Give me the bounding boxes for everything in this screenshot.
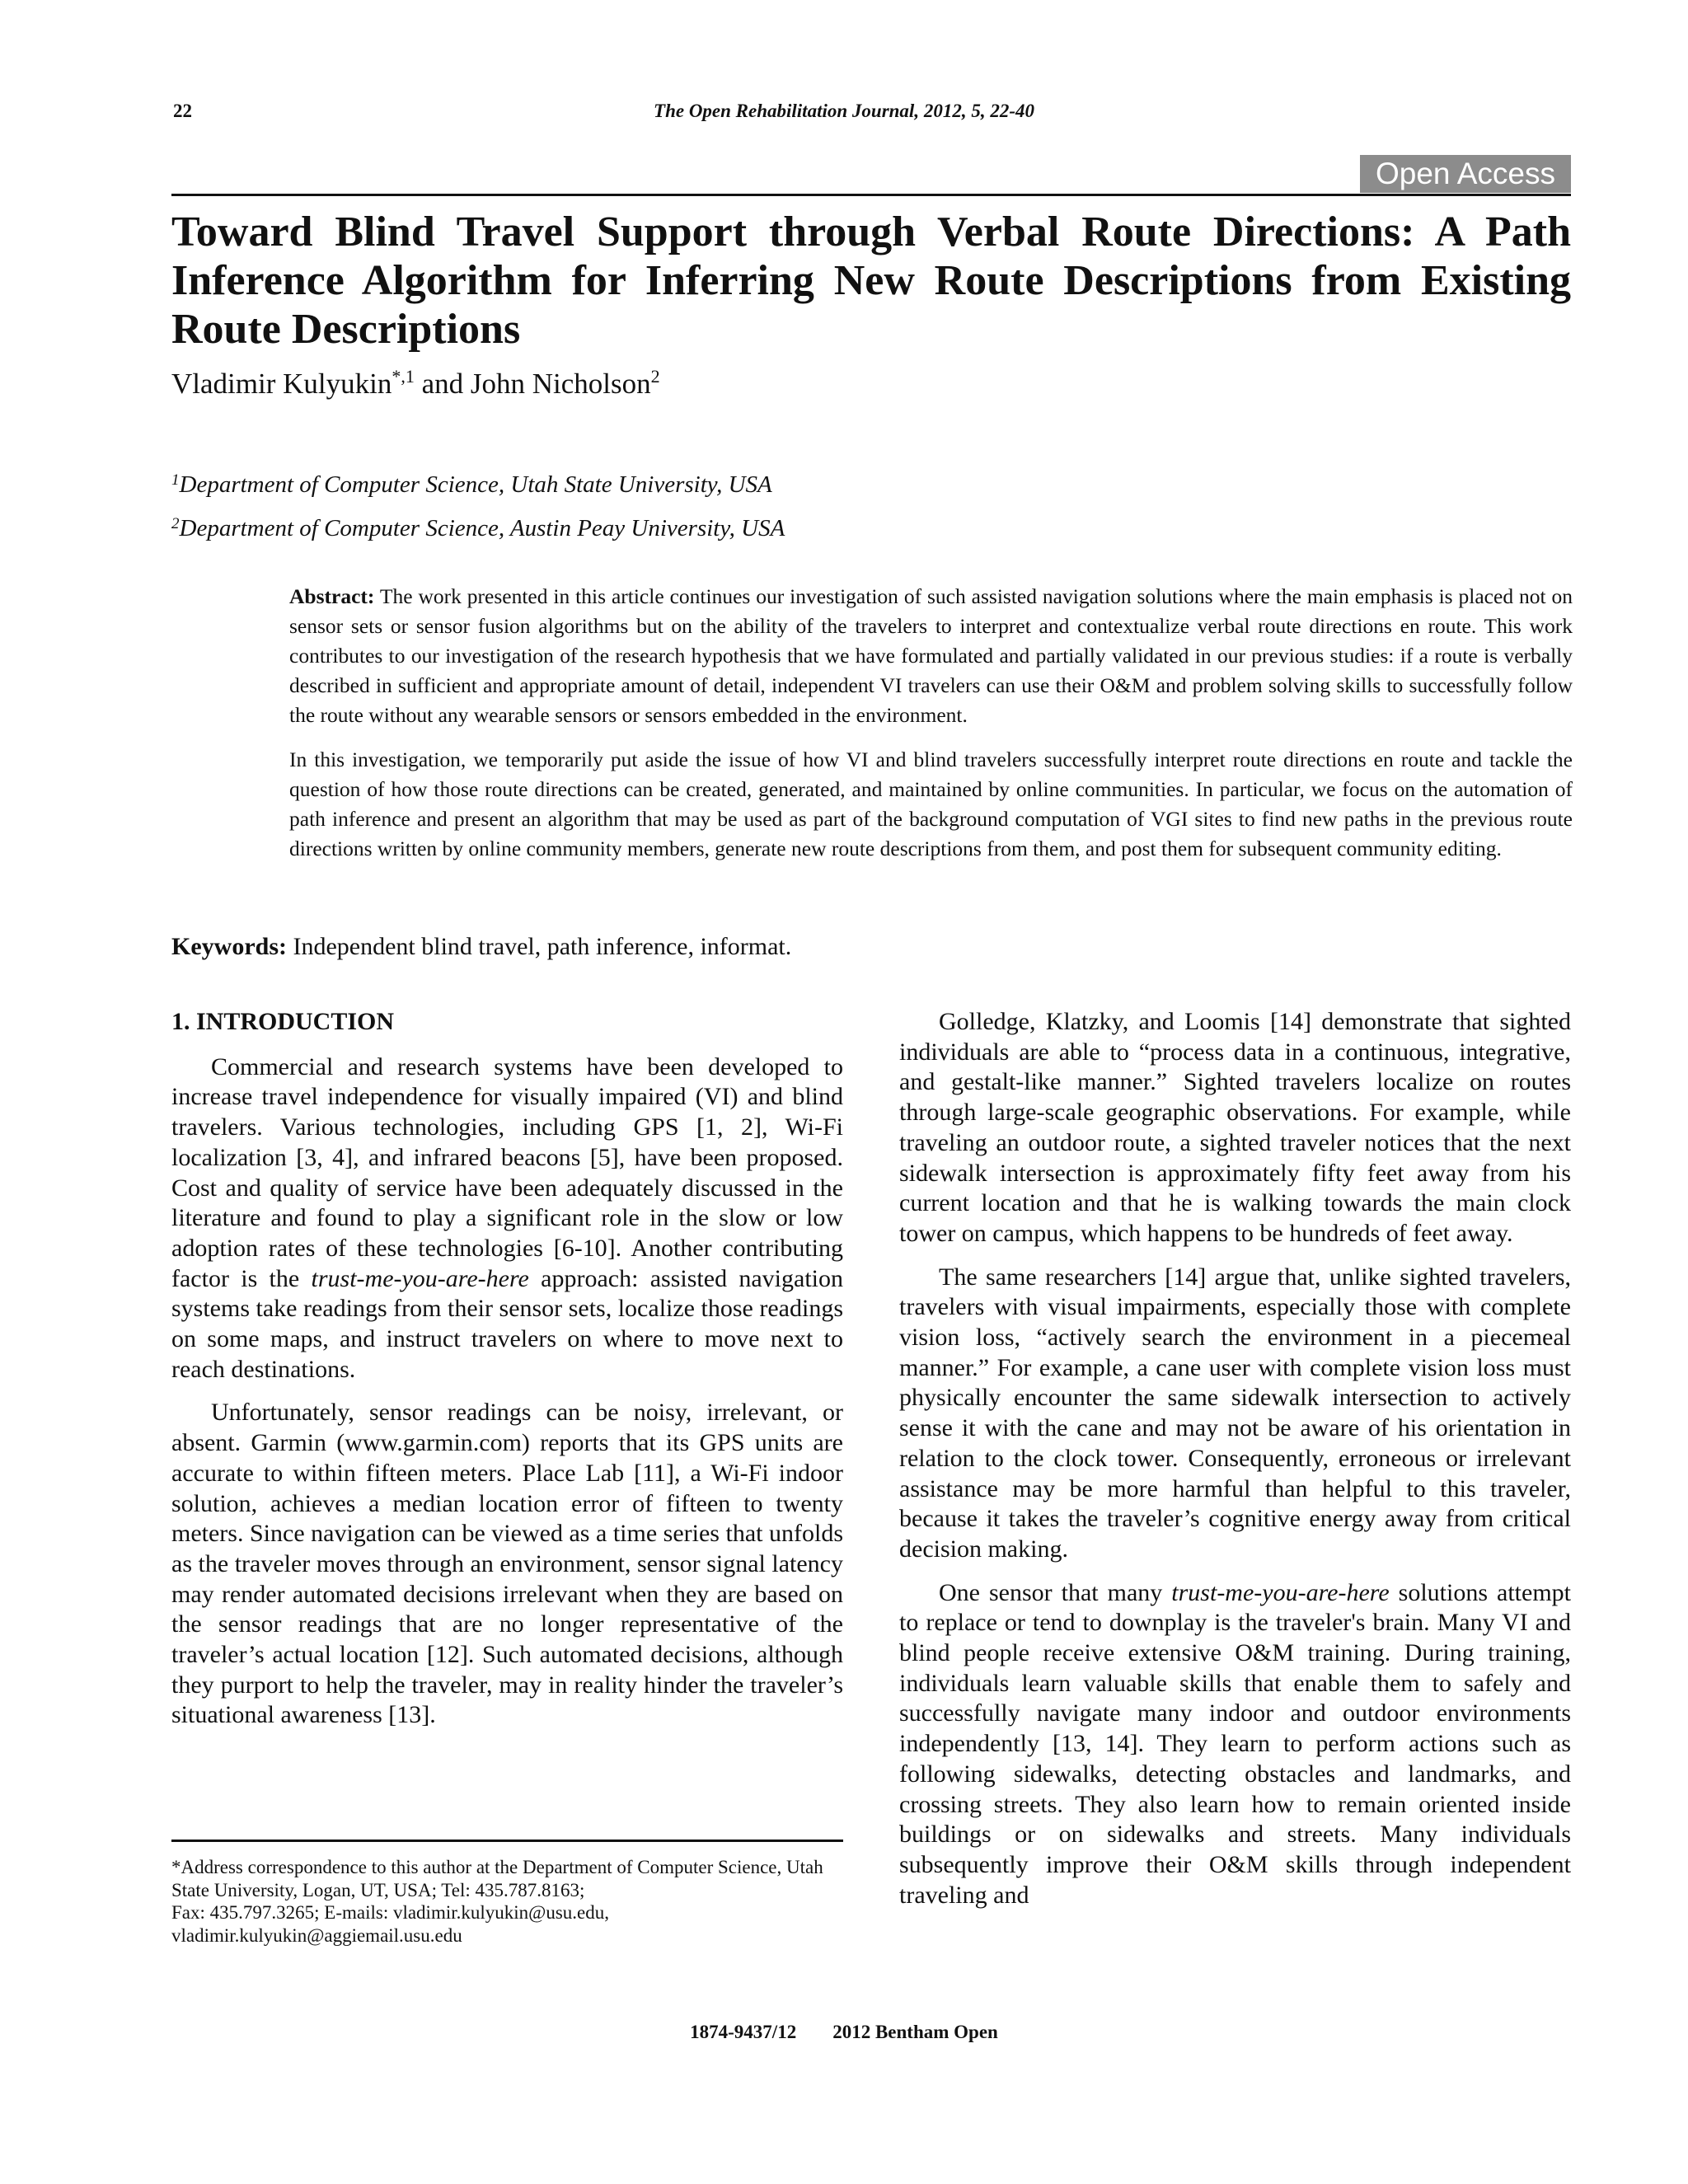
header-divider: [171, 194, 1571, 196]
body-text: One sensor that many: [939, 1578, 1172, 1606]
body-paragraph: Golledge, Klatzky, and Loomis [14] demonstrate that sighted individuals are able to “process data in a continuous, integrative, and gestalt-like manner.” Sighted travelers localize on routes through large-scale geographic observations. For example, while traveling an outdoor route, a sighted traveler notices that the next sidewalk intersection is approximately fifty feet away from his current location and that he is walking towards the main clock tower on campus, which happens to be hundreds of feet away.: [899, 1008, 1571, 1247]
section-heading: 1. INTRODUCTION: [171, 1008, 395, 1035]
footnote-line: Fax: 435.797.3265; E-mails: vladimir.kulyukin@usu.edu,: [171, 1902, 609, 1923]
emphasis-text: trust-me-you-are-here: [311, 1264, 529, 1292]
body-paragraph: Unfortunately, sensor readings can be noisy, irrelevant, or absent. Garmin (www.garmin.com) reports that its GPS units are accurate to within fifteen meters. Place Lab [11], a Wi-Fi indoor solution, achieves a median location error of fifteen to twenty meters. Since navigation can be viewed as a time series that unfolds as the traveler moves through an environment, sensor signal latency may render automated decisions irrelevant when they are based on the sensor readings that are no longer representative of the traveler’s actual location [12]. Such automated decisions, although they purport to help the traveler, may in reality hinder the traveler’s situational awareness [13].: [171, 1399, 843, 1729]
body-paragraph: [171, 1052, 843, 1385]
issn: 1874-9437/12: [690, 2022, 797, 2042]
affiliation-marker: 1: [171, 471, 180, 489]
keywords-text: Independent blind travel, path inference, informat.: [293, 933, 792, 960]
footnote-line: *Address correspondence to this author at the Department of Computer Science, Utah State University, Logan, UT, USA; Tel: 435.787.8163;: [171, 1857, 823, 1900]
affiliation: [171, 515, 785, 542]
body-text: approach: assisted navigation systems take readings from their sensor sets, localize those readings on some maps, and instruct travelers on where to move next to reach destinations.: [171, 1264, 844, 1383]
abstract-text: The work presented in this article continues our investigation of such assisted navigation solutions where the main emphasis is placed not on sensor sets or sensor fusion algorithms but on the ability of the travelers to interpret and contextualize verbal route directions en route. This work contributes to our investigation of the research hypothesis that we have formulated and partially validated in our previous studies: if a route is verbally described in sufficient and appropriate amount of detail, independent VI travelers can use their O&M and problem solving skills to successfully follow the route without any wearable sensors or sensors embedded in the environment.: [289, 584, 1573, 727]
author-name: Vladimir Kulyukin: [171, 368, 392, 400]
keywords-label: Keywords:: [171, 933, 287, 960]
affiliation-marker: 2: [171, 515, 180, 532]
author-affiliation-marker: 2: [650, 366, 660, 387]
abstract-label: Abstract:: [289, 584, 375, 608]
body-paragraph: [899, 1578, 1571, 1911]
footnote-line: vladimir.kulyukin@aggiemail.usu.edu: [171, 1924, 462, 1946]
journal-citation: The Open Rehabilitation Journal, 2012, 5, 22-40: [654, 101, 1034, 121]
emphasis-text: trust-me-you-are-here: [1171, 1578, 1390, 1606]
body-text: solutions attempt to replace or tend to downplay is the traveler's brain. Many VI and blind people receive extensive O&M training. During training, individuals learn valuable skills that enable them to safely and successfully navigate many indoor and outdoor environments independently [13, 14]. They learn to perform actions such as following sidewalks, detecting obstacles and landmarks, and crossing streets. They also learn how to remain oriented inside buildings or on sidewalks and streets. Many individuals subsequently improve their O&M skills through independent traveling and: [899, 1578, 1571, 1909]
right-column: [899, 1007, 1571, 1924]
abstract-paragraph: [289, 582, 1573, 730]
page-number: 22: [173, 101, 192, 121]
correspondence-footnote: [171, 1856, 843, 1947]
open-access-badge: Open Access: [1360, 155, 1571, 193]
abstract-paragraph: In this investigation, we temporarily put aside the issue of how VI and blind travelers successfully interpret route directions en route and tackle the question of how those route directions can be created, generated, and maintained by online communities. In particular, we focus on the automation of path inference and present an algorithm that may be used as part of the background computation of VGI sites to find new paths in the previous route directions written by online community members, generate new route descriptions from them, and post them for subsequent community editing.: [289, 748, 1573, 860]
author-name: John Nicholson: [470, 368, 651, 400]
body-paragraph: The same researchers [14] argue that, unlike sighted travelers, travelers with visual impairments, especially those with complete vision loss, “actively search the environment in a piecemeal manner.” For example, a cane user with complete vision loss must physically encounter the same sidewalk intersection to actively sense it with the cane and may not be aware of his orientation in relation to the clock tower. Consequently, erroneous or irrelevant assistance may be more harmful than helpful to this traveler, because it takes the traveler’s cognitive energy away from critical decision making.: [899, 1263, 1571, 1563]
body-text: Commercial and research systems have been developed to increase travel independence for visually impaired (VI) and blind travelers. Various technologies, including GPS [1, 2], Wi-Fi localization [3, 4], and infrared beacons [5], have been proposed. Cost and quality of service have been adequately discussed in the literature and found to play a significant role in the slow or low adoption rates of these technologies [6-10]. Another contributing factor is the: [171, 1052, 843, 1292]
footnote-divider: [171, 1840, 843, 1842]
paper-title: Toward Blind Travel Support through Verbal Route Directions: A Path Inference Algorithm for Inferring New Route Descriptions from Existing Route Descriptions: [171, 209, 1571, 353]
keywords: [171, 933, 791, 961]
affiliation: [171, 471, 772, 499]
author-conjunction: and: [414, 368, 471, 400]
publisher-notice: 2012 Bentham Open: [832, 2022, 998, 2042]
left-column: [171, 1007, 843, 1744]
abstract: [289, 582, 1573, 879]
author-affiliation-marker: *,1: [392, 366, 415, 387]
page-footer: [0, 2022, 1688, 2043]
affiliation-text: Department of Computer Science, Utah State University, USA: [179, 471, 772, 498]
affiliation-text: Department of Computer Science, Austin Peay University, USA: [179, 515, 785, 541]
author-list: [171, 368, 660, 401]
